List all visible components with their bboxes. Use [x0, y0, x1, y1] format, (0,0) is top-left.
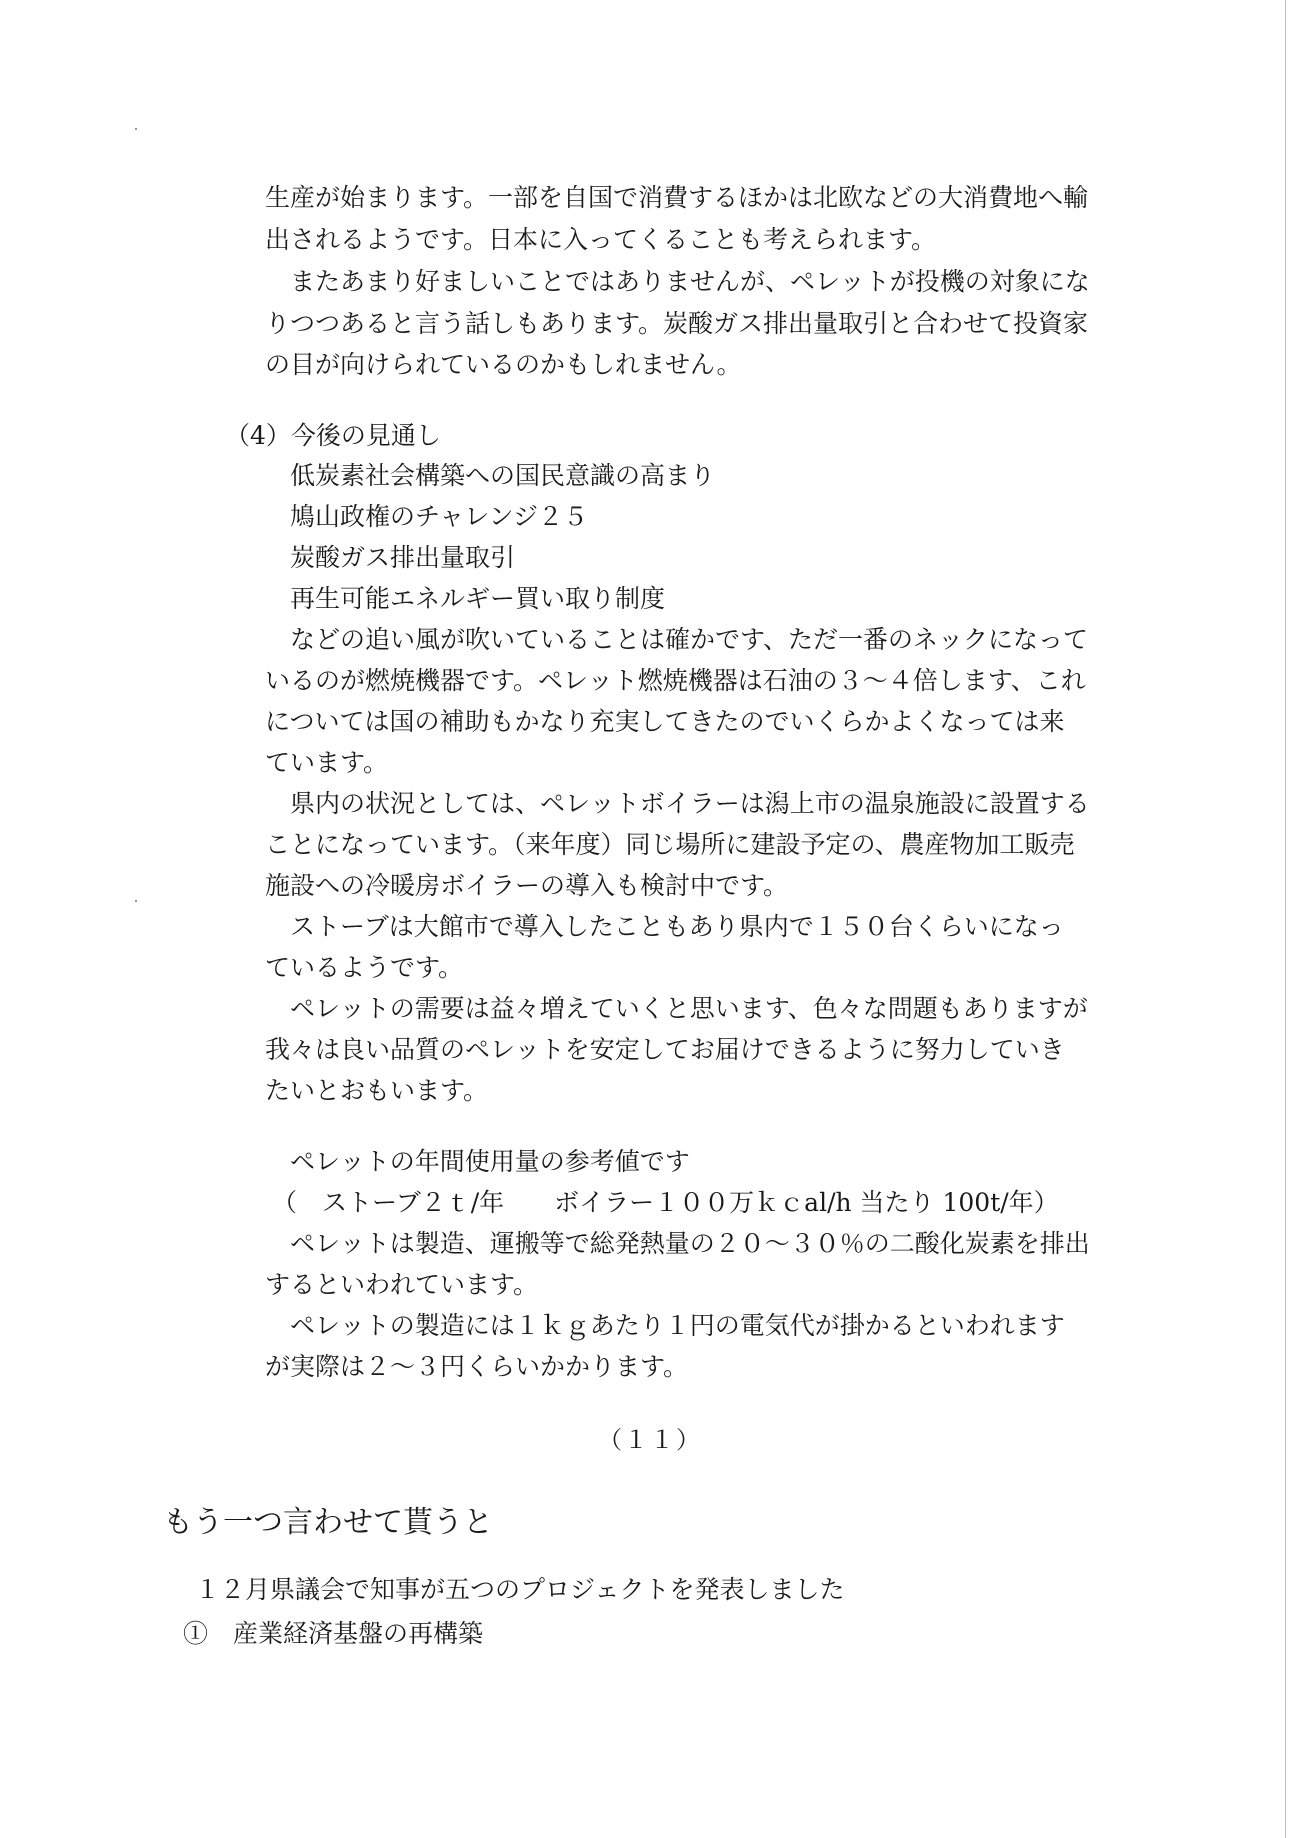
text-line: ペレットの製造には１ｋｇあたり１円の電気代が掛かるといわれます: [290, 1311, 1065, 1340]
text-line: １２月県議会で知事が五つのプロジェクトを発表しました: [195, 1575, 845, 1604]
text-line: たいとおもいます。: [265, 1076, 489, 1105]
text-line: 施設への冷暖房ボイラーの導入も検討中です。: [265, 871, 789, 900]
list-item: 炭酸ガス排出量取引: [290, 543, 516, 572]
scan-speck: [135, 128, 137, 130]
section-title: （4）今後の見通し: [225, 421, 441, 450]
text-line: 出されるようです。日本に入ってくることも考えられます。: [265, 225, 937, 254]
page-number: （１１）: [598, 1426, 702, 1454]
text-line: りつつあると言う話しもあります。炭酸ガス排出量取引と合わせて投資家: [265, 309, 1089, 338]
text-line: またあまり好ましいことではありませんが、ペレットが投機の対象にな: [290, 267, 1090, 296]
list-item: 鳩山政権のチャレンジ２５: [290, 502, 589, 531]
text-line: 我々は良い品質のペレットを安定してお届けできるように努力していき: [265, 1035, 1065, 1064]
text-line: ているようです。: [265, 953, 464, 982]
text-line: などの追い風が吹いていることは確かです、ただ一番のネックになって: [290, 625, 1089, 654]
text-line: が実際は２～３円くらいかかります。: [265, 1352, 689, 1381]
list-item: 低炭素社会構築への国民意識の高まり: [290, 461, 716, 490]
text-line: するといわれています。: [265, 1270, 539, 1299]
text-line: ペレットの需要は益々増えていくと思います、色々な問題もありますが: [290, 994, 1088, 1023]
text-line: ています。: [265, 748, 389, 777]
text-line: 生産が始まります。一部を自国で消費するほかは北欧などの大消費地へ輸: [265, 183, 1089, 212]
scan-speck: [135, 900, 137, 902]
text-line: ペレットの年間使用量の参考値です: [290, 1147, 690, 1176]
text-line: については国の補助もかなり充実してきたのでいくらかよくなっては来: [265, 707, 1065, 736]
text-line: 県内の状況としては、ペレットボイラーは潟上市の温泉施設に設置する: [290, 789, 1090, 818]
text-line: いるのが燃焼機器です。ペレット燃焼機器は石油の３～４倍します、これ: [265, 666, 1086, 695]
list-item: ① 産業経済基盤の再構築: [183, 1619, 484, 1648]
text-line: ペレットは製造、運搬等で総発熱量の２０～３０％の二酸化炭素を排出: [290, 1229, 1090, 1258]
text-line: の目が向けられているのかもしれません。: [265, 350, 742, 379]
text-line: （ ストーブ２ｔ/年 ボイラー１００万ｋｃal/h 当たり 100t/年）: [272, 1188, 1059, 1217]
list-item: 再生可能エネルギー買い取り制度: [290, 584, 666, 613]
section-heading: もう一つ言わせて貰うと: [163, 1505, 493, 1540]
scan-edge-line: [1285, 0, 1286, 1838]
text-line: ストーブは大館市で導入したこともあり県内で１５０台くらいになっ: [290, 912, 1064, 941]
text-line: ことになっています。（来年度）同じ場所に建設予定の、農産物加工販売: [265, 830, 1075, 859]
